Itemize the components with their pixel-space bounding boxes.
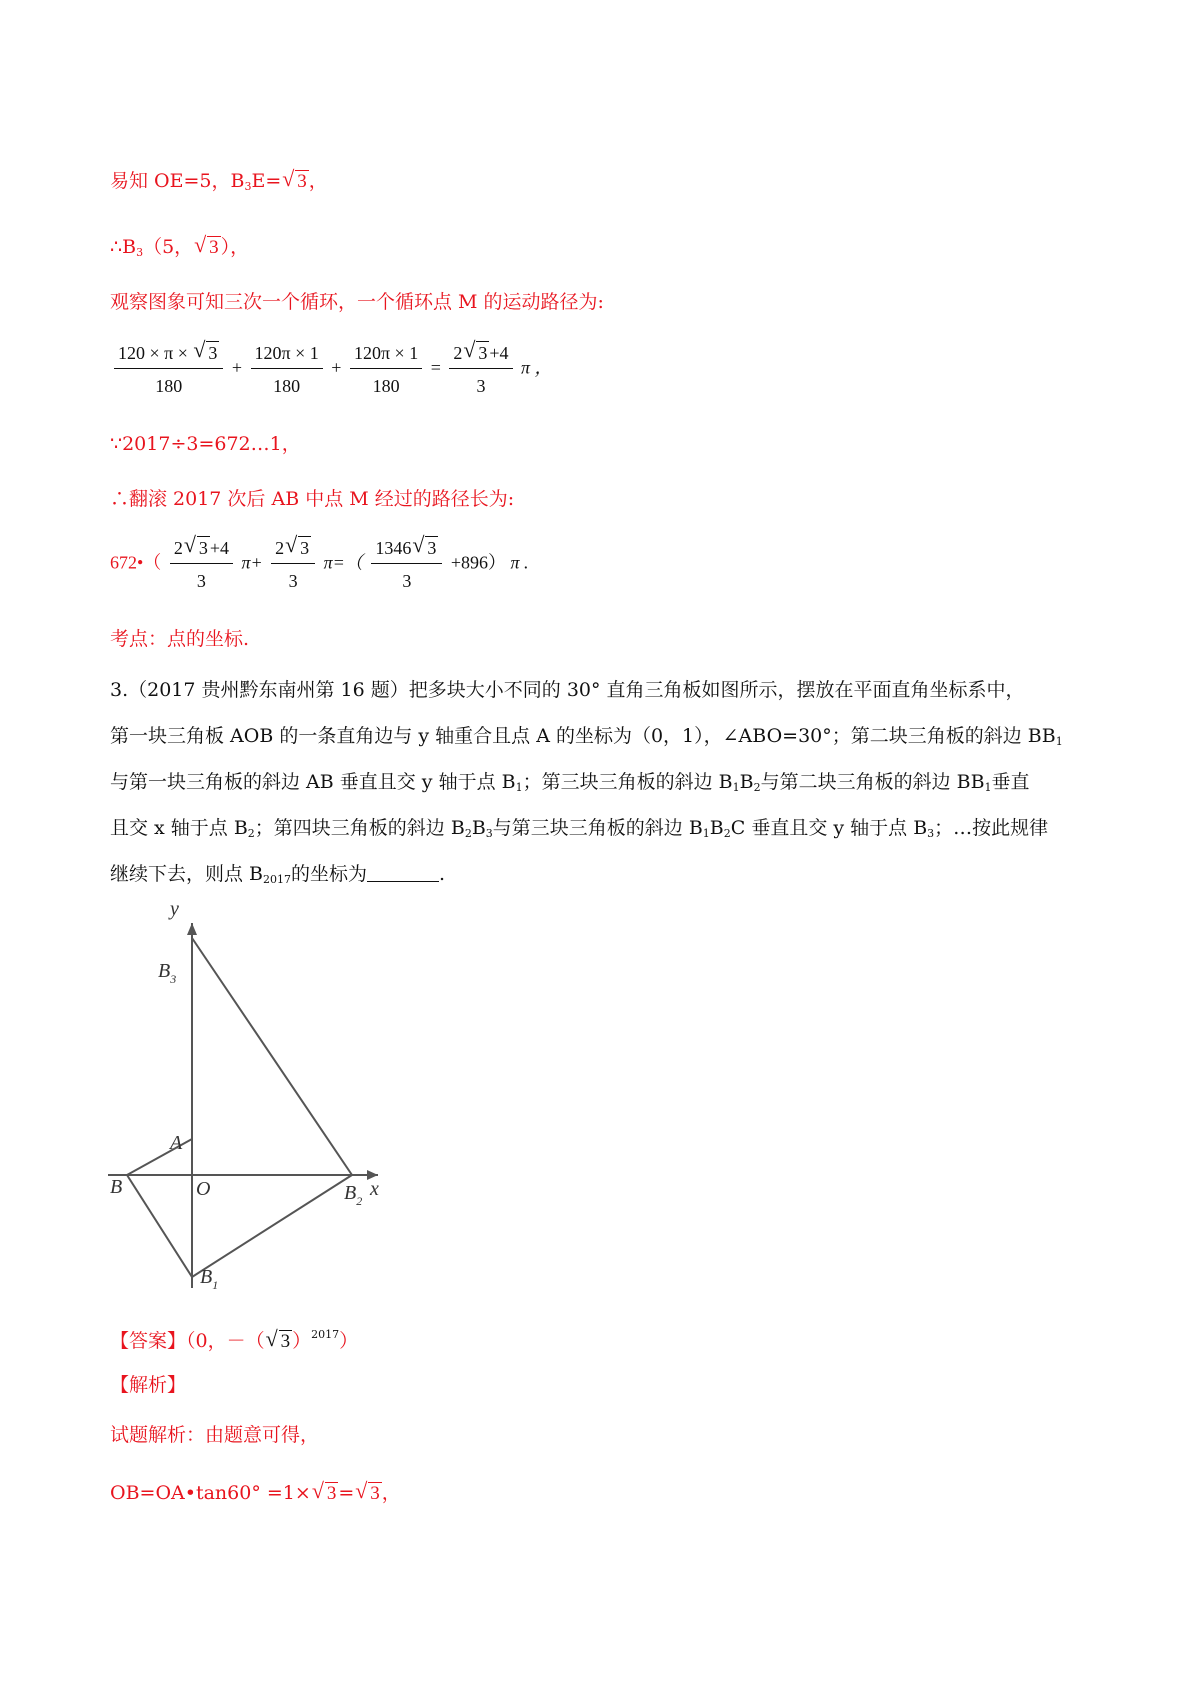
label-a: A (170, 1132, 183, 1154)
fraction: $\frac{1346√ 3}{3}$ (371, 535, 442, 594)
solution-line-ob-e: 易知 OE=5，$B_3E=√$ 3 ， (110, 167, 328, 201)
y-axis-arrow (187, 923, 197, 935)
fraction: $\frac{2√ 3 +4}{3}$ (170, 535, 233, 594)
label-b3: $B_3$ (158, 960, 177, 986)
sqrt-symbol: √ 3 (266, 1328, 293, 1356)
answer-line: 【答案】（0，－（√ 3 ）$^{2017}$） (110, 1321, 358, 1356)
segment-ba (127, 1139, 192, 1175)
fraction: $\frac{120\pi \times 1}{180}$ (251, 340, 323, 399)
label-b2: $B_2$ (344, 1182, 363, 1208)
sqrt-symbol: √ 3 (355, 1480, 382, 1508)
question-3-line-5: 继续下去，则点 $B_{2017}$的坐标为 . (110, 863, 446, 886)
analysis-line-1: 试题解析：由题意可得， (110, 1424, 320, 1446)
analysis-line-2: OB=OA•tan60° =1×√ 3 =√ 3 ， (110, 1479, 401, 1508)
sqrt-symbol: √ 3 (312, 1480, 339, 1508)
y-axis-label: y (170, 898, 179, 920)
label-b: B (110, 1176, 123, 1198)
triangle-figure (108, 893, 398, 1293)
question-3-line-4: 且交 x 轴于点 $B_2$；第四块三角板的斜边 $B_2B_3$与第三块三角板的斜边 $B_1B_2C$ 垂直且交 y 轴于点 $B_3$；…按此规律 (110, 817, 1049, 840)
analysis-label: 【解析】 (110, 1374, 187, 1396)
formula-path-length: $\frac{120 \times \pi \times √ 3}{180}$ + $\frac{120\pi \times 1}{180}$ + $\frac{120\pi \times 1}{180}$ = $\frac{2√ 3 +4}{3}$ π ， (110, 340, 553, 399)
formula-total-path: 672•（ $\frac{2√ 3 +4}{3}$ π+ $\frac{2√ 3}{3}$ π=（ $\frac{1346√ 3}{3}$ +896） π . (110, 535, 529, 594)
solution-line-cycle: 观察图象可知三次一个循环，一个循环点 M 的运动路径为: (110, 291, 604, 313)
fraction: $\frac{120\pi \times 1}{180}$ (350, 340, 422, 399)
fraction: $\frac{2√ 3 +4}{3}$ (449, 340, 512, 399)
segment-bb1 (127, 1175, 192, 1277)
question-3-line-1: 3.（2017 贵州黔东南州第 16 题）把多块大小不同的 30° 直角三角板如图所示，摆放在平面直角坐标系中， (110, 679, 1025, 701)
segment-b2b3 (192, 938, 352, 1175)
label-b1: $B_1$ (200, 1266, 219, 1292)
solution-line-division: ∵2017÷3=672…1， (110, 433, 301, 455)
sqrt-symbol: √ 3 (194, 234, 221, 262)
solution-line-b3-coord: $\therefore B_3(5$，√ 3 ）， (110, 233, 249, 267)
x-axis-label: x (370, 1178, 379, 1200)
question-3-line-2: 第一块三角板 AOB 的一条直角边与 y 轴重合且点 A 的坐标为（0，1），∠ABO=30°；第二块三角板的斜边 $BB_1$ (110, 725, 1063, 748)
key-point-line: 考点：点的坐标. (110, 628, 250, 650)
solution-line-path: ∴翻滚 2017 次后 AB 中点 M 经过的路径长为: (110, 488, 515, 510)
label-o: O (196, 1178, 211, 1200)
fraction: $\frac{120 \times \pi \times √ 3}{180}$ (114, 340, 223, 399)
answer-label: 【答案】 (110, 1330, 187, 1352)
question-3-line-3: 与第一块三角板的斜边 AB 垂直且交 y 轴于点 $B_1$；第三块三角板的斜边 $B_1B_2$与第二块三角板的斜边 $BB_1$垂直 (110, 771, 1030, 794)
fraction: $\frac{2√ 3}{3}$ (271, 535, 315, 594)
sqrt-symbol: √ 3 (282, 168, 309, 196)
segment-b1b2 (192, 1175, 352, 1277)
answer-blank (367, 863, 439, 882)
